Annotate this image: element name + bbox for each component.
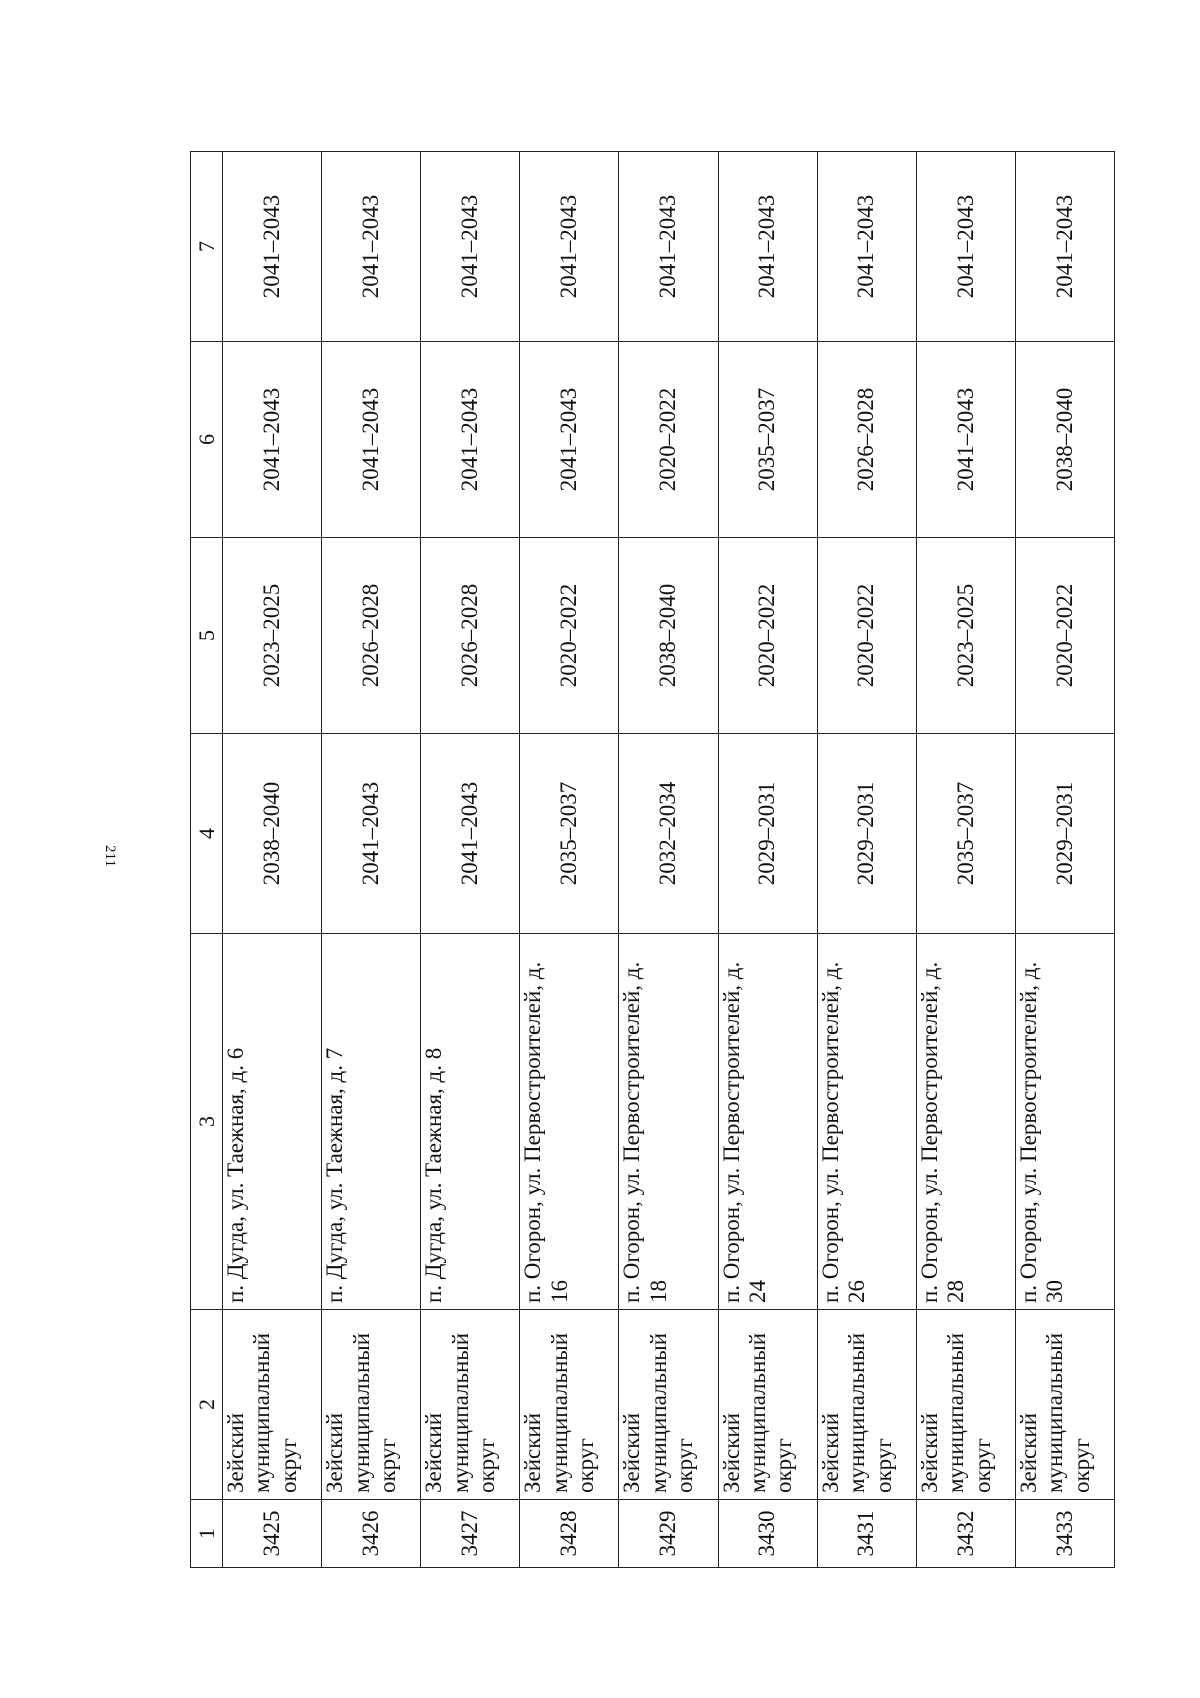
- period-cell-7: 2041–2043: [322, 152, 421, 342]
- row-number: 3428: [520, 1500, 619, 1568]
- period-cell-7: 2041–2043: [223, 152, 322, 342]
- column-header-5: 5: [191, 538, 223, 734]
- address-cell: п. Огорон, ул. Первостроителей, д. 30: [1015, 934, 1114, 1310]
- row-number: 3430: [718, 1500, 817, 1568]
- district-cell: Зейский муниципальный округ: [619, 1310, 718, 1500]
- rotated-table-container: [190, 152, 1115, 1568]
- period-cell-7: 2041–2043: [619, 152, 718, 342]
- period-cell-7: 2041–2043: [817, 152, 916, 342]
- period-cell-5: 2023–2025: [223, 538, 322, 734]
- row-number: 3429: [619, 1500, 718, 1568]
- district-cell: Зейский муниципальный округ: [520, 1310, 619, 1500]
- column-header-3: 3: [191, 934, 223, 1310]
- table-row: [1015, 152, 1114, 1568]
- address-cell: п. Дугда, ул. Таежная, д. 8: [421, 934, 520, 1310]
- column-header-6: 6: [191, 342, 223, 538]
- table-row: [718, 152, 817, 1568]
- table-row: [817, 152, 916, 1568]
- district-cell: Зейский муниципальный округ: [916, 1310, 1015, 1500]
- period-cell-5: 2020–2022: [520, 538, 619, 734]
- period-cell-4: 2029–2031: [718, 734, 817, 934]
- row-number: 3432: [916, 1500, 1015, 1568]
- header-row: [191, 152, 223, 1568]
- table-row: [619, 152, 718, 1568]
- period-cell-7: 2041–2043: [916, 152, 1015, 342]
- address-cell: п. Дугда, ул. Таежная, д. 7: [322, 934, 421, 1310]
- address-cell: п. Огорон, ул. Первостроителей, д. 28: [916, 934, 1015, 1310]
- address-cell: п. Огорон, ул. Первостроителей, д. 26: [817, 934, 916, 1310]
- column-header-7: 7: [191, 152, 223, 342]
- period-cell-4: 2035–2037: [916, 734, 1015, 934]
- address-cell: п. Огорон, ул. Первостроителей, д. 24: [718, 934, 817, 1310]
- period-cell-6: 2026–2028: [817, 342, 916, 538]
- period-cell-7: 2041–2043: [421, 152, 520, 342]
- period-cell-6: 2035–2037: [718, 342, 817, 538]
- column-header-2: 2: [191, 1310, 223, 1500]
- table-row: [322, 152, 421, 1568]
- row-number: 3426: [322, 1500, 421, 1568]
- register-table: [190, 151, 1115, 1568]
- period-cell-6: 2041–2043: [223, 342, 322, 538]
- period-cell-5: 2026–2028: [421, 538, 520, 734]
- address-cell: п. Огорон, ул. Первостроителей, д. 16: [520, 934, 619, 1310]
- row-number: 3427: [421, 1500, 520, 1568]
- row-number: 3431: [817, 1500, 916, 1568]
- period-cell-4: 2029–2031: [1015, 734, 1114, 934]
- page-number: 211: [102, 845, 118, 867]
- period-cell-5: 2038–2040: [619, 538, 718, 734]
- period-cell-6: 2020–2022: [619, 342, 718, 538]
- period-cell-4: 2032–2034: [619, 734, 718, 934]
- period-cell-5: 2020–2022: [718, 538, 817, 734]
- period-cell-5: 2020–2022: [817, 538, 916, 734]
- table-row: [916, 152, 1015, 1568]
- period-cell-4: 2029–2031: [817, 734, 916, 934]
- district-cell: Зейский муниципальный округ: [1015, 1310, 1114, 1500]
- district-cell: Зейский муниципальный округ: [322, 1310, 421, 1500]
- column-header-1: 1: [191, 1500, 223, 1568]
- row-number: 3433: [1015, 1500, 1114, 1568]
- period-cell-4: 2035–2037: [520, 734, 619, 934]
- period-cell-4: 2038–2040: [223, 734, 322, 934]
- row-number: 3425: [223, 1500, 322, 1568]
- table-row: [421, 152, 520, 1568]
- period-cell-7: 2041–2043: [520, 152, 619, 342]
- period-cell-6: 2038–2040: [1015, 342, 1114, 538]
- table-row: [223, 152, 322, 1568]
- period-cell-6: 2041–2043: [520, 342, 619, 538]
- table-row: [520, 152, 619, 1568]
- period-cell-4: 2041–2043: [322, 734, 421, 934]
- period-cell-5: 2026–2028: [322, 538, 421, 734]
- period-cell-5: 2023–2025: [916, 538, 1015, 734]
- district-cell: Зейский муниципальный округ: [421, 1310, 520, 1500]
- period-cell-6: 2041–2043: [322, 342, 421, 538]
- address-cell: п. Дугда, ул. Таежная, д. 6: [223, 934, 322, 1310]
- period-cell-6: 2041–2043: [916, 342, 1015, 538]
- district-cell: Зейский муниципальный округ: [817, 1310, 916, 1500]
- period-cell-4: 2041–2043: [421, 734, 520, 934]
- period-cell-6: 2041–2043: [421, 342, 520, 538]
- column-header-4: 4: [191, 734, 223, 934]
- district-cell: Зейский муниципальный округ: [718, 1310, 817, 1500]
- period-cell-5: 2020–2022: [1015, 538, 1114, 734]
- period-cell-7: 2041–2043: [1015, 152, 1114, 342]
- address-cell: п. Огорон, ул. Первостроителей, д. 18: [619, 934, 718, 1310]
- district-cell: Зейский муниципальный округ: [223, 1310, 322, 1500]
- period-cell-7: 2041–2043: [718, 152, 817, 342]
